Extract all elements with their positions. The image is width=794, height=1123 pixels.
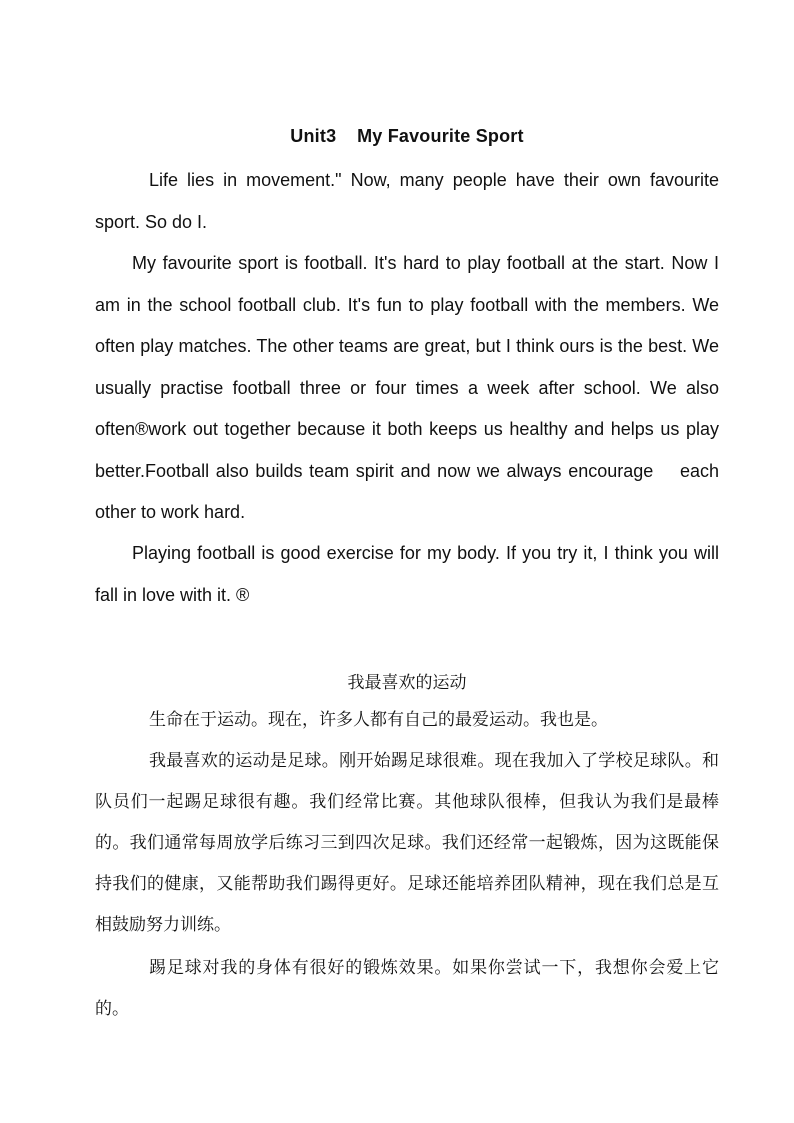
chinese-paragraph-3: 踢足球对我的身体有很好的锻炼效果。如果你尝试一下，我想你会爱上它的。	[95, 958, 719, 1019]
chinese-paragraph-2: 我最喜欢的运动是足球。刚开始踢足球很难。现在我加入了学校足球队。和队员们一起踢足球很有趣。我们经常比赛。其他球队很棒，但我认为我们是最棒的。我们通常每周放学后练习三到四次足球。我们还经常一起锻炼，因为这既能保持我们的健康，又能帮助我们踢得更好。足球还能培养团队精神，现在我们总是互相鼓励努力训练。	[95, 751, 719, 935]
chinese-paragraph-1: 生命在于运动。现在，许多人都有自己的最爱运动。我也是。	[149, 710, 608, 730]
english-paragraph-1: Life lies in movement." Now, many people have their own favourite sport. So do I.	[95, 170, 719, 232]
english-paragraph-2: My favourite sport is football. It's hard to play football at the start. Now I am in the school football club. It's fun to play football with the members. We often play matches. The other teams are great, but I think ours is the best. We usually practise football three or four times a week after school. We also often®work out together because it both keeps us healthy and helps us play better.Football also builds team spirit and now we always encourage each other to work hard.	[95, 253, 725, 522]
english-paragraph-3: Playing football is good exercise for my body. If you try it, I think you will fall in love with it. ®	[95, 543, 719, 605]
chinese-title: 我最喜欢的运动	[347, 673, 467, 693]
page-title: Unit3 My Favourite Sport	[290, 126, 524, 146]
